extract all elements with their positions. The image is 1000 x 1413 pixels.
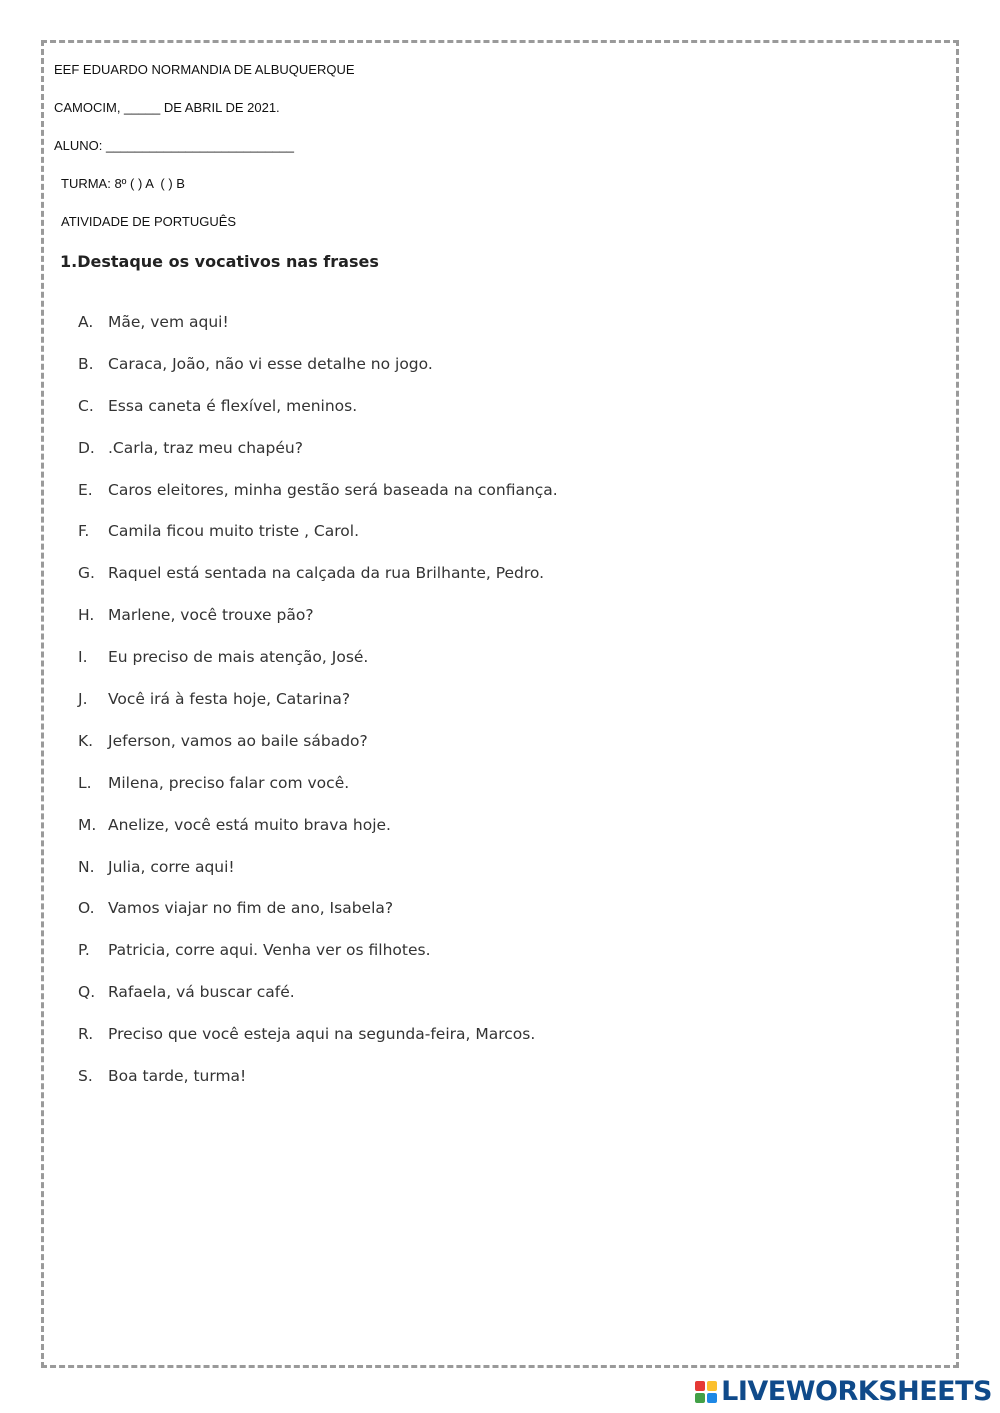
logo-square [695,1393,705,1403]
sentence-letter: A. [78,313,94,331]
class-line: TURMA: 8º ( ) A ( ) B [61,176,185,191]
sentence-text: .Carla, traz meu chapéu? [108,438,303,457]
sentence-item [78,1067,558,1109]
sentence-item [78,481,558,523]
sentence-text: Julia, corre aqui! [108,857,235,876]
sentence-text: Essa caneta é flexível, meninos. [108,396,358,415]
sentence-item [78,1025,558,1067]
sentence-text: Eu preciso de mais atenção, José. [108,648,369,667]
sentence-text: Marlene, você trouxe pão? [108,606,314,625]
liveworksheets-logo-icon [695,1381,717,1403]
sentence-text: Milena, preciso falar com você. [108,773,350,792]
sentence-item [78,313,558,355]
brand-text: LIVEWORKSHEETS [721,1376,992,1407]
sentence-letter: C. [78,396,94,415]
sentence-letter: D. [78,438,95,457]
sentence-text: Rafaela, vá buscar café. [108,983,295,1002]
sentence-text: Anelize, você está muito brava hoje. [108,815,391,834]
logo-square [707,1381,717,1391]
sentence-letter: H. [78,606,95,625]
sentence-letter: K. [78,731,94,750]
sentence-letter: L. [78,773,92,792]
sentence-item [78,983,558,1025]
sentence-text: Preciso que você esteja aqui na segunda-feira, Marcos. [108,1025,536,1044]
sentence-letter: R. [78,1025,94,1044]
sentence-text: Jeferson, vamos ao baile sábado? [108,731,368,750]
sentence-text: Mãe, vem aqui! [108,313,229,331]
sentence-letter: I. [78,648,88,667]
sentence-text: Patricia, corre aqui. Venha ver os filhotes. [108,941,431,960]
sentence-letter: S. [78,1067,93,1086]
student-name-line: ALUNO: __________________________ [54,138,294,153]
sentence-text: Caraca, João, não vi esse detalhe no jogo. [108,354,433,373]
subject-title: ATIVIDADE DE PORTUGUÊS [61,214,237,229]
sentence-letter: G. [78,564,95,583]
sentence-letter: P. [78,941,90,960]
sentence-item [78,816,558,858]
liveworksheets-brand [695,1376,992,1407]
sentence-text: Você irá à festa hoje, Catarina? [108,690,351,709]
sentence-letter: N. [78,857,95,876]
sentence-item [78,690,558,732]
exercise-heading: 1.Destaque os vocativos nas frases [60,252,379,271]
sentence-letter: F. [78,522,90,541]
sentence-item [78,564,558,606]
sentence-letter: Q. [78,983,96,1002]
sentence-item [78,606,558,648]
date-line: CAMOCIM, _____ DE ABRIL DE 2021. [54,100,280,115]
sentence-item [78,858,558,900]
sentence-letter: E. [78,480,93,499]
school-name: EEF EDUARDO NORMANDIA DE ALBUQUERQUE [54,62,355,77]
sentence-item [78,732,558,774]
logo-square [707,1393,717,1403]
sentence-text: Boa tarde, turma! [108,1067,247,1086]
sentence-item [78,397,558,439]
sentence-text: Caros eleitores, minha gestão será baseada na confiança. [108,480,558,499]
sentence-letter: B. [78,354,94,373]
sentence-item [78,648,558,690]
sentence-item [78,522,558,564]
sentence-letter: O. [78,899,95,918]
sentence-text: Camila ficou muito triste , Carol. [108,522,359,541]
sentence-letter: J. [78,690,88,709]
sentence-list [78,313,558,1109]
sentence-text: Raquel está sentada na calçada da rua Brilhante, Pedro. [108,564,545,583]
sentence-item [78,941,558,983]
sentence-letter: M. [78,815,97,834]
sentence-item [78,439,558,481]
sentence-item [78,355,558,397]
sentence-item [78,774,558,816]
sentence-text: Vamos viajar no fim de ano, Isabela? [108,899,394,918]
logo-square [695,1381,705,1391]
sentence-item [78,899,558,941]
